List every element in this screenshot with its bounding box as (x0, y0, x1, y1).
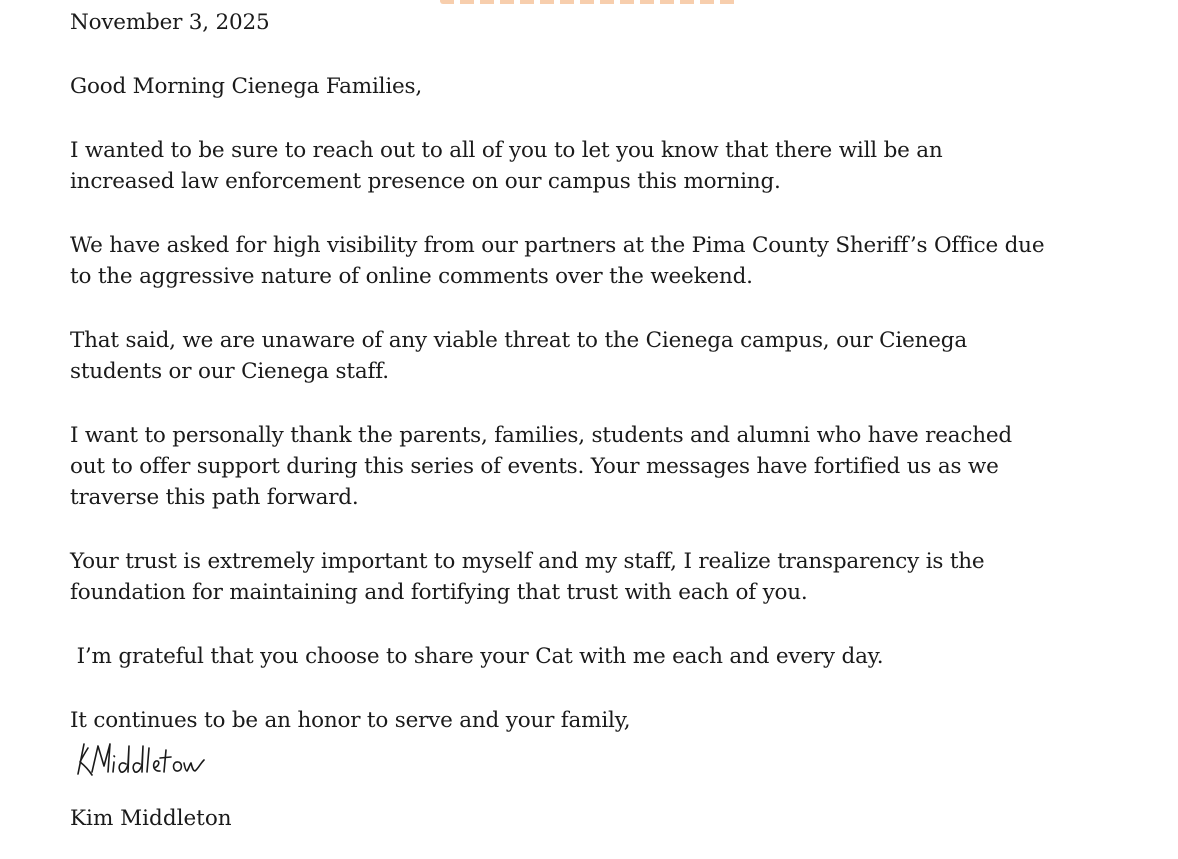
paragraph-2-line-1: We have asked for high visibility from our partners at the Pima County Sheriff’s Office due (70, 233, 1045, 258)
spacer (70, 608, 1150, 641)
paragraph-4-line-1: I want to personally thank the parents, families, students and alumni who have reached (70, 423, 1012, 448)
spacer (70, 102, 1150, 135)
letter-date: November 3, 2025 (70, 10, 270, 35)
spacer (70, 292, 1150, 325)
letter-body (70, 7, 1150, 736)
paragraph-6-line-1: I’m grateful that you choose to share your Cat with me each and every day. (70, 644, 884, 669)
spacer (70, 672, 1150, 705)
paragraph-3-line-1: That said, we are unaware of any viable threat to the Cienega campus, our Cienega (70, 328, 967, 353)
spacer (70, 38, 1150, 71)
paragraph-4-line-2: out to offer support during this series of events. Your messages have fortified us as we (70, 454, 999, 479)
paragraph-1-line-2: increased law enforcement presence on our campus this morning. (70, 169, 781, 194)
paragraph-3-line-2: students or our Cienega staff. (70, 359, 389, 384)
paragraph-5-line-1: Your trust is extremely important to myself and my staff, I realize transparency is the (70, 549, 985, 574)
spacer (70, 387, 1150, 420)
letter-greeting: Good Morning Cienega Families, (70, 74, 422, 99)
letterhead-fragment (440, 0, 740, 4)
letterhead-mark (440, 0, 740, 4)
spacer (70, 513, 1150, 546)
paragraph-2-line-2: to the aggressive nature of online comments over the weekend. (70, 264, 753, 289)
paragraph-5-line-2: foundation for maintaining and fortifying that trust with each of you. (70, 580, 808, 605)
paragraph-4-line-3: traverse this path forward. (70, 485, 359, 510)
signer-name: Kim Middleton (70, 806, 232, 831)
spacer (70, 197, 1150, 230)
paragraph-1-line-1: I wanted to be sure to reach out to all of you to let you know that there will be an (70, 138, 943, 163)
closing-line: It continues to be an honor to serve and your family, (70, 708, 631, 733)
handwritten-signature (74, 738, 214, 784)
